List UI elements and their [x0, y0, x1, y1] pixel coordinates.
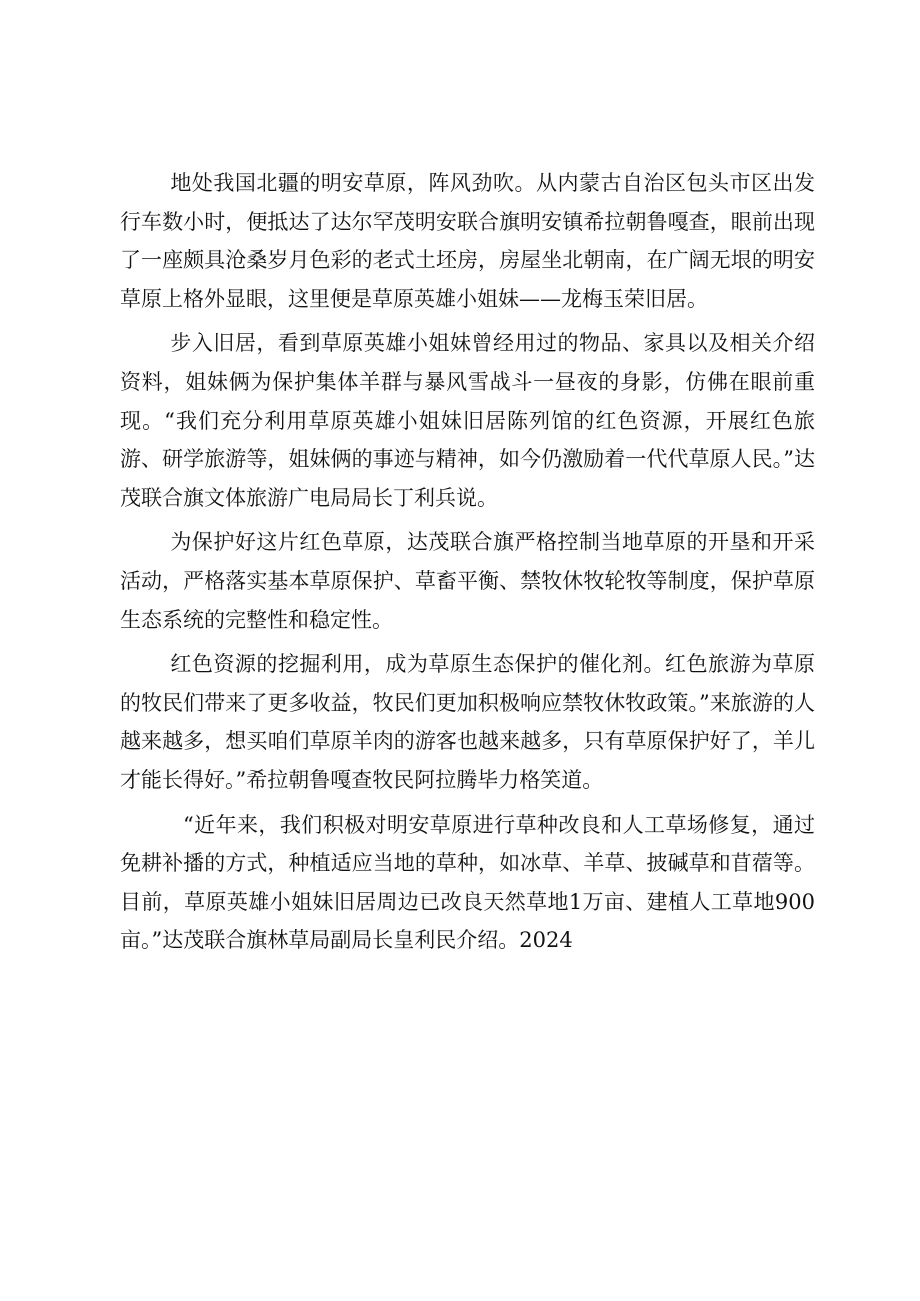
article-body: [120, 164, 815, 966]
paragraph-1: 地处我国北疆的明安草原，阵风劲吹。从内蒙古自治区包头市区出发行车数小时，便抵达了达尔罕茂明安联合旗明安镇希拉朝鲁嘎查，眼前出现了一座颇具沧桑岁月色彩的老式土坯房，房屋坐北朝南，在广阔无垠的明安草原上格外显眼，这里便是草原英雄小姐妹——龙梅玉荣旧居。: [120, 171, 815, 311]
paragraph-3: 为保护好这片红色草原，达茂联合旗严格控制当地草原的开垦和开采活动，严格落实基本草原保护、草畜平衡、禁牧休牧轮牧等制度，保护草原生态系统的完整性和稳定性。: [120, 530, 815, 632]
paragraph-5: “近年来，我们积极对明安草原进行草种改良和人工草场修复，通过免耕补播的方式，种植适应当地的草种，如冰草、羊草、披碱草和苜蓿等。目前，草原英雄小姐妹旧居周边已改良天然草地1万亩、建植人工草地900亩。”达茂联合旗林草局副局长皇利民介绍。2024: [120, 812, 815, 953]
paragraph-4: 红色资源的挖掘利用，成为草原生态保护的催化剂。红色旅游为草原的牧民们带来了更多收益，牧民们更加积极响应禁牧休牧政策。”来旅游的人越来越多，想买咱们草原羊肉的游客也越来越多，只有草原保护好了，羊儿才能长得好。”希拉朝鲁嘎查牧民阿拉腾毕力格笑道。: [120, 652, 815, 792]
paragraph-2: 步入旧居，看到草原英雄小姐妹曾经用过的物品、家具以及相关介绍资料，姐妹俩为保护集体羊群与暴风雪战斗一昼夜的身影，仿佛在眼前重现。“我们充分利用草原英雄小姐妹旧居陈列馆的红色资源，开展红色旅游、研学旅游等，姐妹俩的事迹与精神，如今仍激励着一代代草原人民。”达茂联合旗文体旅游广电局局长丁利兵说。: [120, 331, 815, 510]
